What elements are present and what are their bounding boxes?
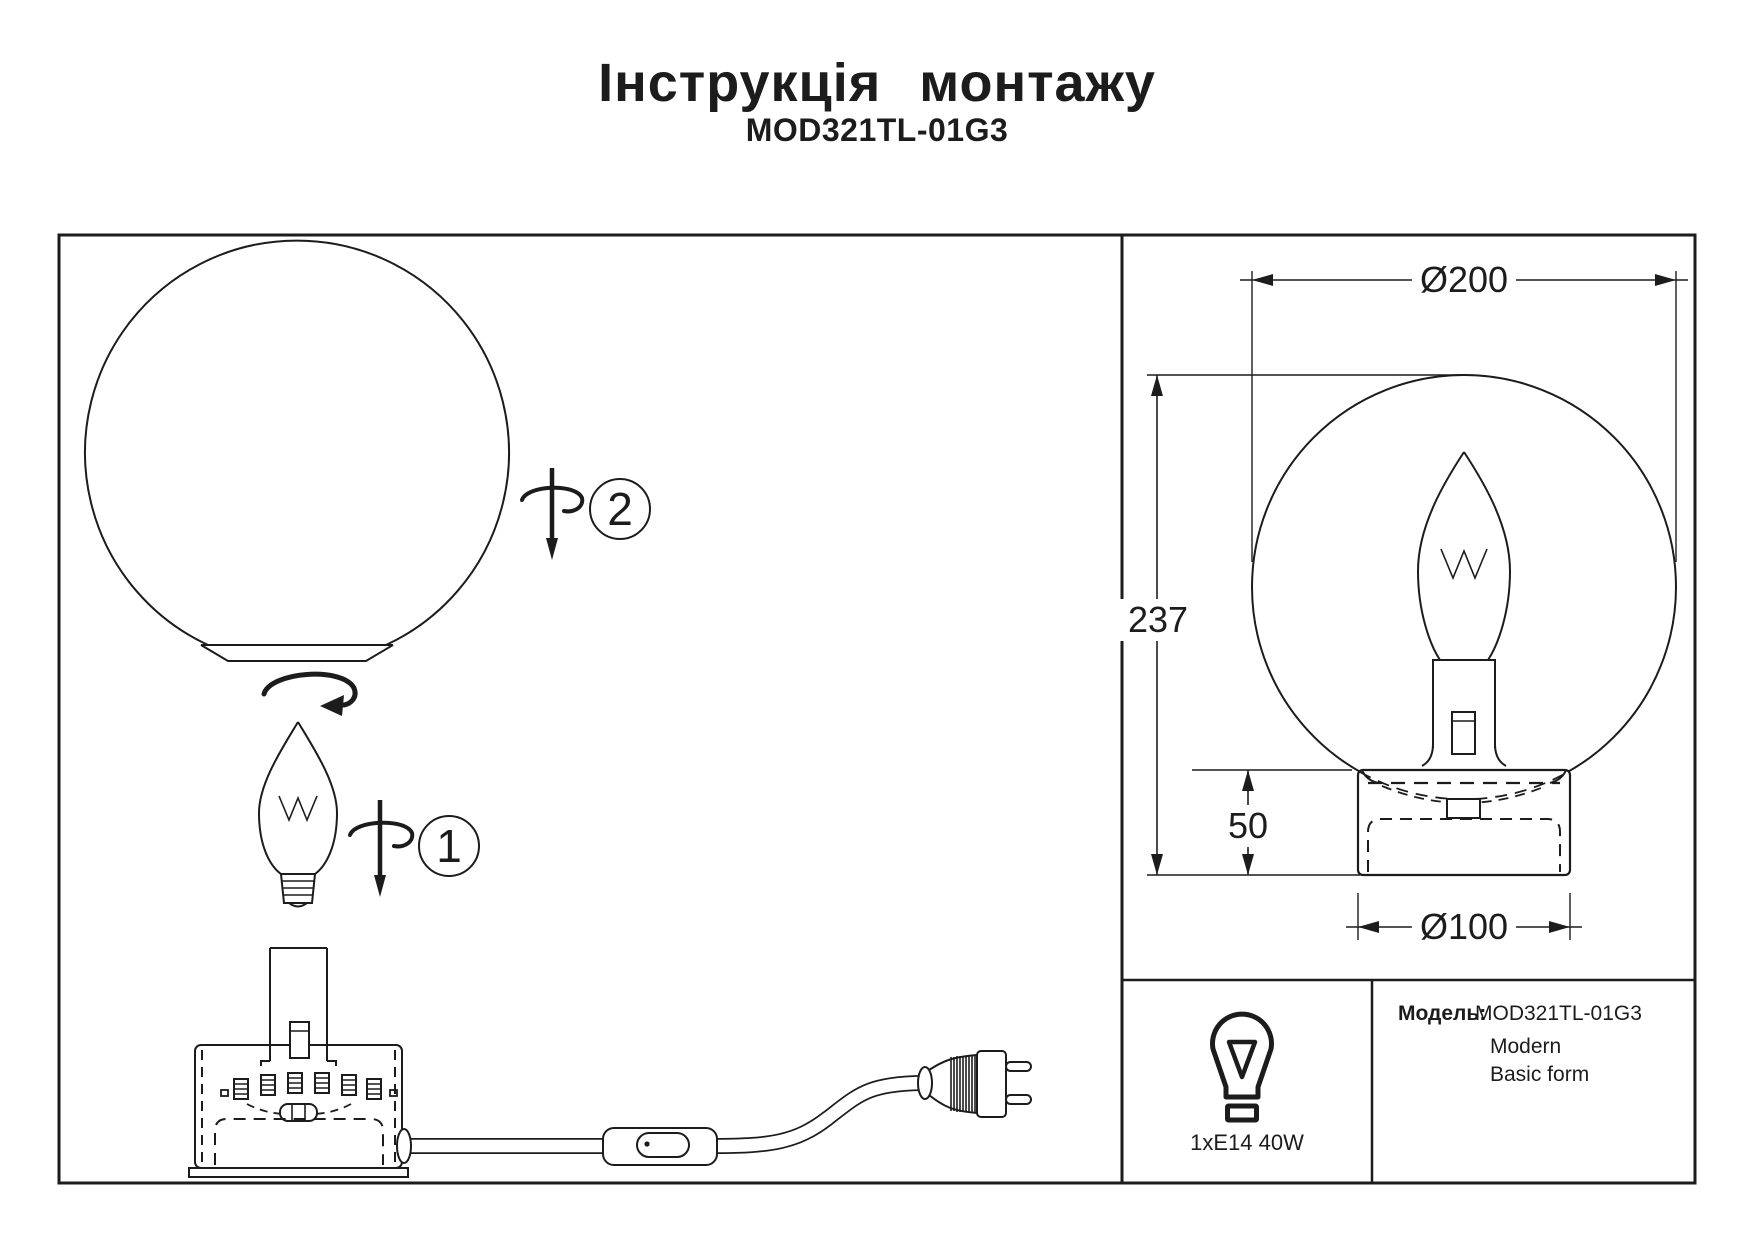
globe-drawing <box>85 241 509 661</box>
screw-arrow-step1-icon <box>350 800 412 897</box>
rotate-arrow-icon <box>264 674 355 716</box>
dim-label-total-height: 237 <box>1120 599 1196 641</box>
dim-label-base-height: 50 <box>1220 805 1276 847</box>
page-title: Інструкція монтажу <box>598 53 1156 113</box>
dimensioned-lamp-drawing <box>1252 375 1676 875</box>
dim-label-globe-diameter: Ø200 <box>1412 259 1516 301</box>
bulb-spec-label: 1xE14 40W <box>1190 1130 1304 1155</box>
step-1-badge: 1 <box>418 815 480 877</box>
model-style-value: Modern <box>1490 1035 1562 1058</box>
power-plug-drawing <box>918 1051 1031 1117</box>
model-label: Модель: <box>1398 1002 1487 1025</box>
model-code-value: MOD321TL-01G3 <box>1475 1002 1642 1025</box>
screw-arrow-step2-icon <box>522 468 582 560</box>
bulb-drawing <box>259 722 337 907</box>
bulb-icon <box>1213 1014 1272 1120</box>
base-drawing <box>189 948 411 1177</box>
model-code-subtitle: MOD321TL-01G3 <box>745 112 1009 148</box>
dim-label-base-diameter: Ø100 <box>1412 906 1516 948</box>
step-2-badge: 2 <box>589 478 651 540</box>
switch-drawing <box>603 1128 717 1165</box>
model-form-value: Basic form <box>1490 1063 1590 1086</box>
